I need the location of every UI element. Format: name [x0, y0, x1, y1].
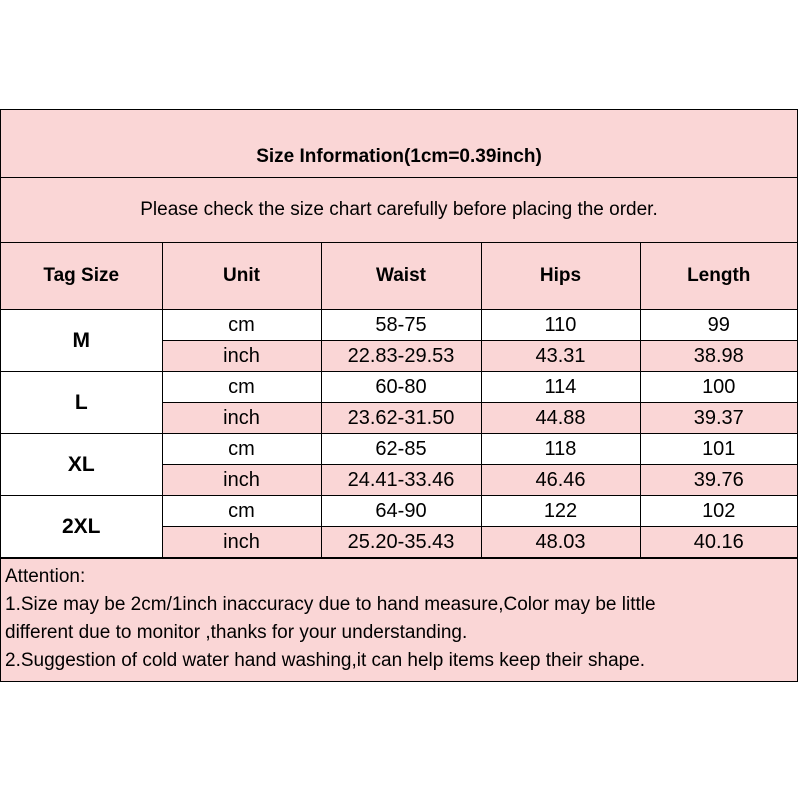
table-row	[1, 496, 797, 527]
header-unit: Unit	[162, 243, 321, 310]
header-tag-size: Tag Size	[1, 243, 162, 310]
tag-size-cell: M	[1, 310, 162, 372]
unit-cell: inch	[162, 465, 321, 496]
attention-heading: Attention:	[5, 566, 86, 587]
size-chart	[0, 109, 798, 682]
unit-cell: inch	[162, 341, 321, 372]
hips-cell: 122	[481, 496, 640, 527]
waist-cell: 23.62-31.50	[321, 403, 481, 434]
attention-notes	[1, 558, 797, 681]
unit-cell: cm	[162, 496, 321, 527]
hips-cell: 114	[481, 372, 640, 403]
hips-cell: 110	[481, 310, 640, 341]
length-cell: 101	[640, 434, 797, 465]
hips-cell: 43.31	[481, 341, 640, 372]
hips-cell: 46.46	[481, 465, 640, 496]
waist-cell: 22.83-29.53	[321, 341, 481, 372]
attention-line: different due to monitor ,thanks for your understanding.	[5, 622, 468, 643]
attention-line: 1.Size may be 2cm/1inch inaccuracy due to hand measure,Color may be little	[5, 594, 656, 615]
order-notice: Please check the size chart carefully before placing the order.	[1, 178, 797, 243]
unit-cell: cm	[162, 372, 321, 403]
unit-cell: inch	[162, 403, 321, 434]
length-cell: 100	[640, 372, 797, 403]
length-cell: 99	[640, 310, 797, 341]
hips-cell: 48.03	[481, 527, 640, 558]
length-cell: 38.98	[640, 341, 797, 372]
size-table	[1, 243, 797, 558]
length-cell: 39.76	[640, 465, 797, 496]
header-waist: Waist	[321, 243, 481, 310]
header-length: Length	[640, 243, 797, 310]
waist-cell: 60-80	[321, 372, 481, 403]
chart-title: Size Information(1cm=0.39inch)	[1, 110, 797, 178]
header-hips: Hips	[481, 243, 640, 310]
table-row	[1, 372, 797, 403]
waist-cell: 58-75	[321, 310, 481, 341]
tag-size-cell: XL	[1, 434, 162, 496]
waist-cell: 24.41-33.46	[321, 465, 481, 496]
unit-cell: inch	[162, 527, 321, 558]
table-row	[1, 310, 797, 341]
tag-size-cell: 2XL	[1, 496, 162, 558]
length-cell: 102	[640, 496, 797, 527]
waist-cell: 62-85	[321, 434, 481, 465]
table-header-row	[1, 243, 797, 310]
waist-cell: 64-90	[321, 496, 481, 527]
unit-cell: cm	[162, 434, 321, 465]
hips-cell: 118	[481, 434, 640, 465]
length-cell: 40.16	[640, 527, 797, 558]
tag-size-cell: L	[1, 372, 162, 434]
attention-line: 2.Suggestion of cold water hand washing,it can help items keep their shape.	[5, 650, 646, 671]
unit-cell: cm	[162, 310, 321, 341]
length-cell: 39.37	[640, 403, 797, 434]
waist-cell: 25.20-35.43	[321, 527, 481, 558]
hips-cell: 44.88	[481, 403, 640, 434]
table-row	[1, 434, 797, 465]
